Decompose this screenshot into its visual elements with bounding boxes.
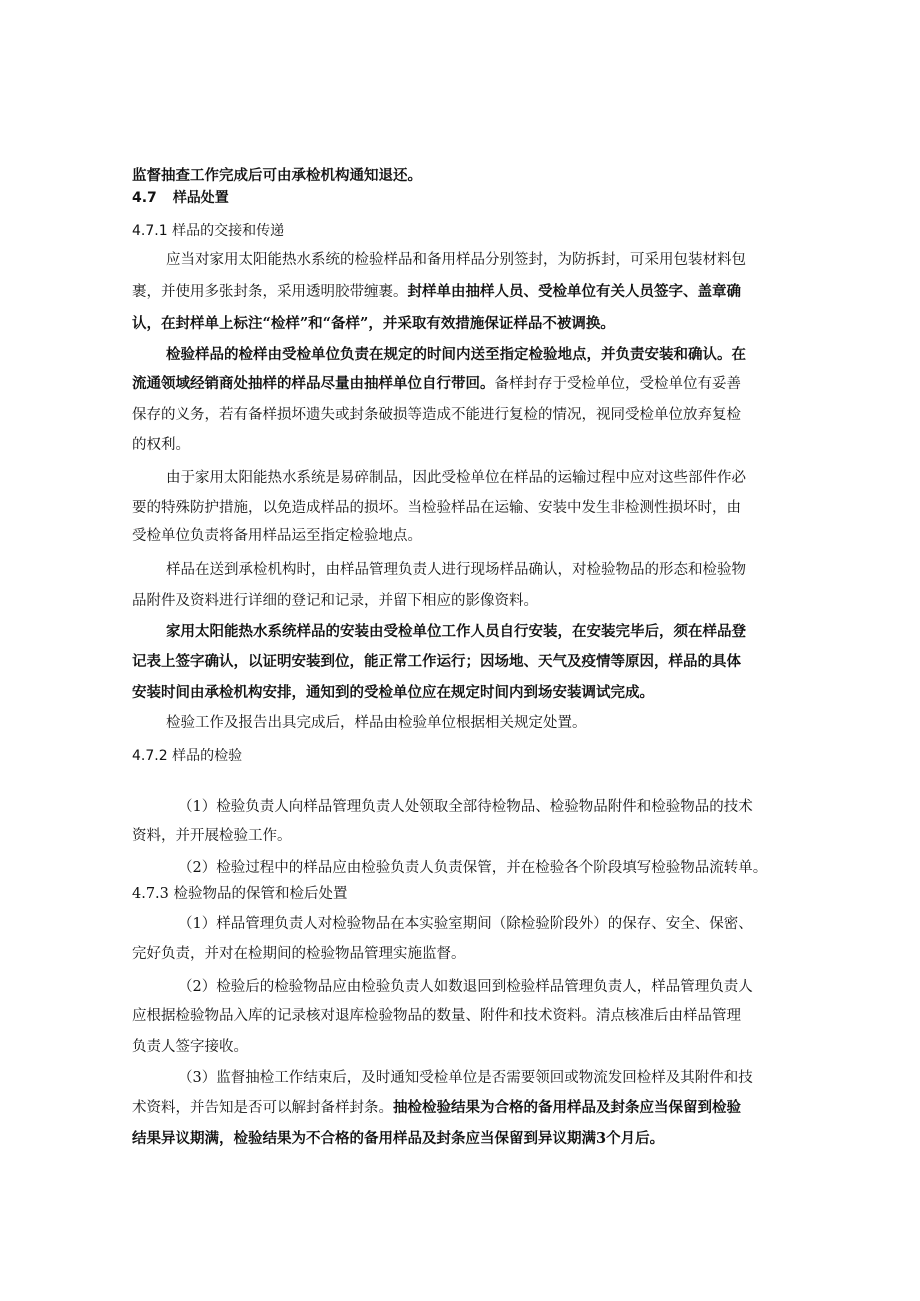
section-4-7-2-heading: 4.7.2 样品的检验	[132, 748, 243, 764]
section-4-7-1-heading: 4.7.1 样品的交接和传递	[132, 223, 285, 239]
paragraph-line: 品附件及资料进行详细的登记和记录，并留下相应的影像资料。	[132, 593, 538, 609]
paragraph-line: 受检单位负责将备用样品运至指定检验地点。	[132, 528, 422, 544]
continuation-text: 监督抽查工作完成后可由承检机构通知退还。	[132, 167, 422, 184]
paragraph-line: 安装时间由承检机构安排，通知到的受检单位应在规定时间内到场安装调试完成。	[132, 684, 654, 701]
paragraph-line	[132, 282, 741, 302]
paragraph-line: 要的特殊防护措施，以免造成样品的损坏。当检验样品在运输、安装中发生非检测性损坏时，由	[132, 500, 741, 516]
list-item-line: 负责人签字接收。	[132, 1039, 248, 1055]
bold-text-run: 流通领域经销商处抽样的样品尽量由抽样单位自行带回。	[132, 375, 495, 392]
paragraph-line: 检验工作及报告出具完成后，样品由检验单位根据相关规定处置。	[166, 715, 587, 731]
paragraph-line: 的权利。	[132, 437, 190, 453]
paragraph-line: 应当对家用太阳能热水系统的检验样品和备用样品分别签封，为防拆封，可采用包装材料包	[166, 252, 746, 268]
text-run: 术资料，并告知是否可以解封备样封条。	[132, 1100, 393, 1116]
list-item-line: 结果异议期满，检验结果为不合格的备用样品及封条应当保留到异议期满3个月后。	[132, 1130, 665, 1147]
paragraph-line: 家用太阳能热水系统样品的安装由受检单位工作人员自行安装，在安装完毕后，须在样品登	[166, 623, 746, 640]
paragraph-line: 认，在封样单上标注“检样”和“备样”，并采取有效措施保证样品不被调换。	[132, 315, 615, 332]
list-item-line: （2）检验过程中的样品应由检验负责人负责保管，并在检验各个阶段填写检验物品流转单。	[178, 860, 768, 876]
list-item-line: 完好负责，并对在检期间的检验物品管理实施监督。	[132, 946, 466, 962]
list-item-line: （1）检验负责人向样品管理负责人处领取全部待检物品、检验物品附件和检验物品的技术	[178, 799, 753, 815]
text-run: 裹，并使用多张封条，采用透明胶带缠裹。	[132, 284, 408, 300]
paragraph-line: 保存的义务，若有备样损坏遗失或封条破损等造成不能进行复检的情况，视同受检单位放弃复检	[132, 407, 741, 423]
paragraph-line	[132, 374, 741, 394]
list-item-line: （1）样品管理负责人对检验物品在本实验室期间（除检验阶段外）的保存、安全、保密、	[178, 916, 753, 932]
list-item-line: （3）监督抽检工作结束后，及时通知受检单位是否需要领回或物流发回检样及其附件和技	[178, 1070, 753, 1086]
list-item-line	[132, 1098, 741, 1118]
bold-text-run: 抽检检验结果为合格的备用样品及封条应当保留到检验	[393, 1099, 741, 1116]
section-4-7-3-heading: 4.7.3 检验物品的保管和检后处置	[132, 886, 348, 902]
list-item-line: 应根据检验物品入库的记录核对退库检验物品的数量、附件和技术资料。清点核准后由样品管理	[132, 1008, 741, 1024]
paragraph-line: 检验样品的检样由受检单位负责在规定的时间内送至指定检验地点，并负责安装和确认。在	[166, 346, 746, 363]
list-item-line: 资料，并开展检验工作。	[132, 828, 292, 844]
bold-text-run: 封样单由抽样人员、受检单位有关人员签字、盖章确	[407, 283, 741, 300]
section-number: 4.7	[132, 190, 157, 206]
section-title: 样品处置	[172, 190, 229, 206]
paragraph-line: 记表上签字确认，以证明安装到位，能正常工作运行；因场地、天气及疫情等原因，样品的具体	[132, 653, 741, 670]
paragraph-line: 由于家用太阳能热水系统是易碎制品，因此受检单位在样品的运输过程中应对这些部件作必	[166, 470, 746, 486]
text-run: 备样封存于受检单位，受检单位有妥善	[494, 376, 741, 392]
section-4-7-heading	[132, 188, 229, 208]
paragraph-line: 样品在送到承检机构时，由样品管理负责人进行现场样品确认，对检验物品的形态和检验物	[166, 562, 746, 578]
list-item-line: （2）检验后的检验物品应由检验负责人如数退回到检验样品管理负责人，样品管理负责人	[178, 979, 753, 995]
